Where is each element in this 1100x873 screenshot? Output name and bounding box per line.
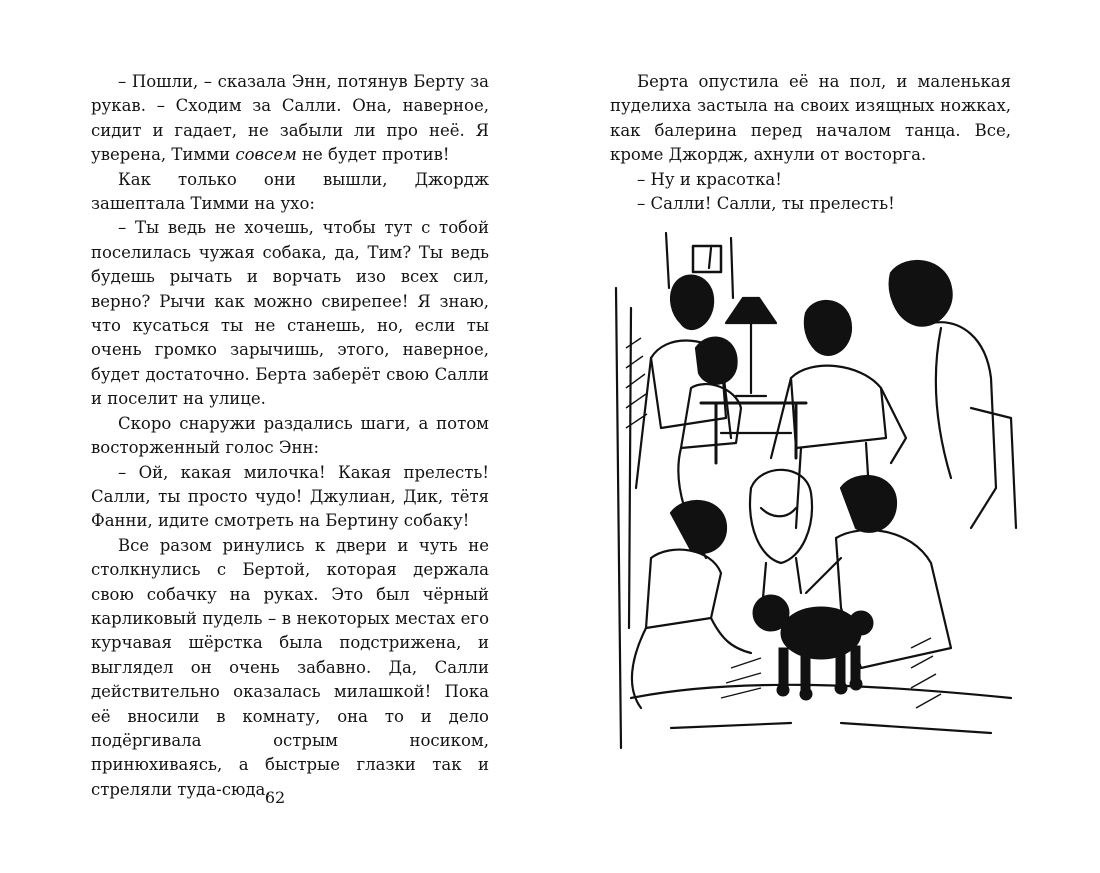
paragraph-8: – Ну и красотка! bbox=[637, 169, 782, 189]
paragraph-1-text-b: не будет против! bbox=[296, 145, 450, 165]
page-number: 62 bbox=[264, 788, 286, 807]
left-text-column bbox=[91, 70, 489, 802]
paragraph-1 bbox=[91, 70, 489, 168]
illustration bbox=[611, 228, 1021, 758]
paragraph-2: Как только они вышли, Джордж зашептала Тимми на ухо: bbox=[91, 169, 489, 214]
paragraph-4: Скоро снаружи раздались шаги, а потом восторженный голос Энн: bbox=[91, 413, 489, 458]
paragraph-7: Берта опустила её на пол, и маленькая пуделиха застыла на своих изящных ножках, как балерина перед началом танца. Все, кроме Джордж, ахнули от восторга. bbox=[610, 72, 1011, 165]
right-text-column bbox=[610, 70, 1011, 216]
paragraph-5: – Ой, какая милочка! Какая прелесть! Салли, ты просто чудо! Джулиан, Дик, тётя Фанни, идите смотреть на Бертину собаку! bbox=[91, 462, 489, 531]
paragraph-1-emphasis: совсем bbox=[235, 145, 297, 165]
paragraph-9: – Салли! Салли, ты прелесть! bbox=[637, 194, 895, 214]
paragraph-6: Все разом ринулись к двери и чуть не столкнулись с Бертой, которая держала свою собачку на руках. Это был чёрный карликовый пудель – в некоторых местах его курчавая шёрстка была подстрижена, и выглядел он очень забавно. Да, Салли действительно оказалась милашкой! Пока её вносили в комнату, она то и дело подёргивала острым носиком, принюхиваясь, а быстрые глазки так и стреляли туда-сюда. bbox=[91, 535, 489, 799]
paragraph-1-text-a: – Пошли, – сказала Энн, потянув Берту за рукав. – Сходим за Салли. Она, наверное, сидит и гадает, не забыли ли про неё. Я уверена, Тимми bbox=[91, 72, 489, 165]
paragraph-3: – Ты ведь не хочешь, чтобы тут с тобой поселилась чужая собака, да, Тим? Ты ведь будешь рычать и ворчать изо всех сил, верно? Рычи как можно свирепее! Я знаю, что кусаться ты не станешь, но, если ты очень громко зарычишь, этого, наверное, будет достаточно. Берта заберёт свою Салли и поселит на улице. bbox=[91, 218, 489, 409]
